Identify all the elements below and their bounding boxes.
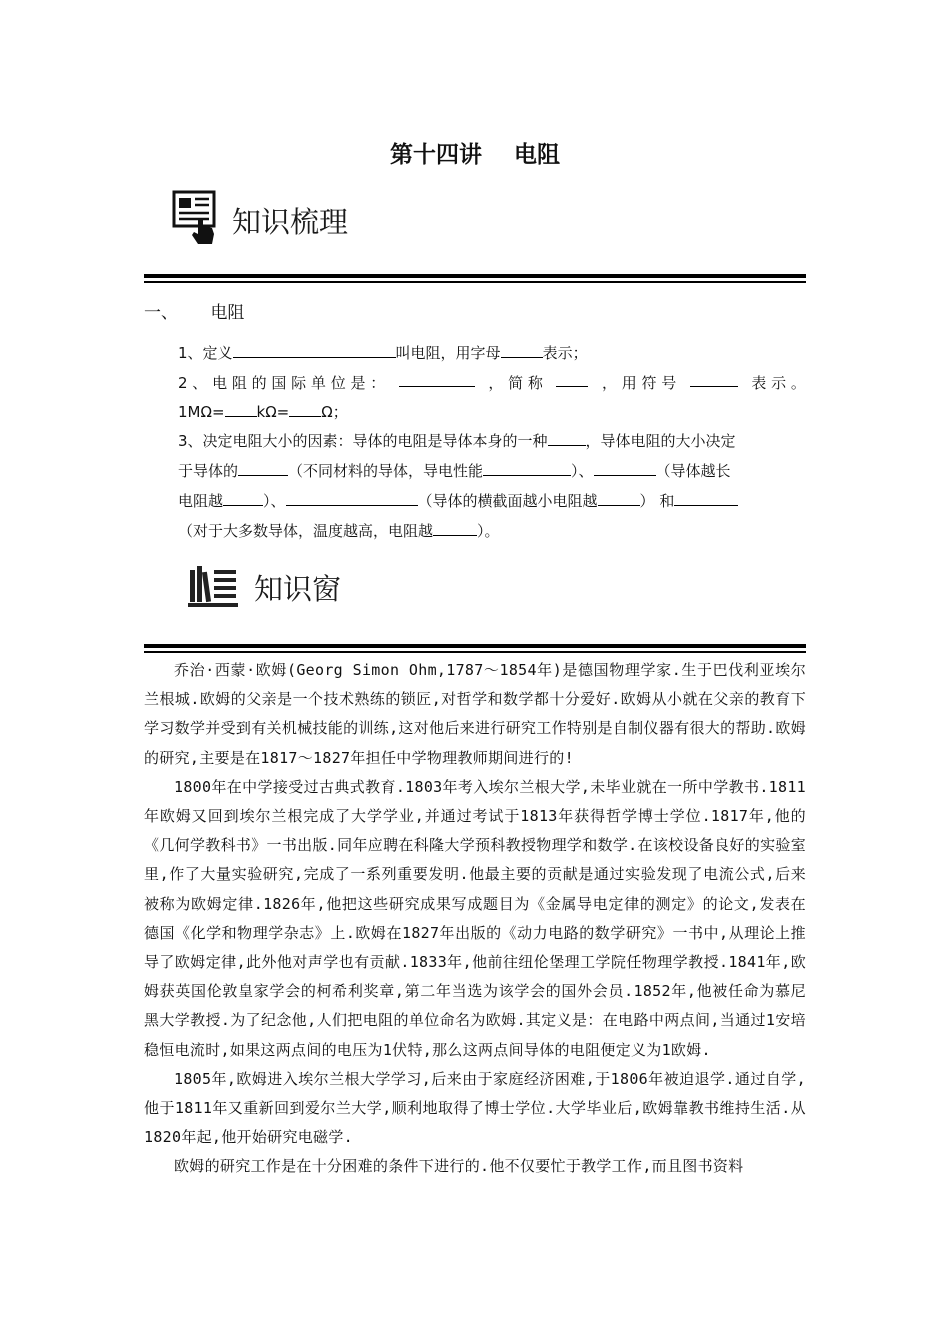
question-3-line-3 bbox=[178, 490, 738, 511]
subsection-number: 一、 bbox=[144, 303, 178, 323]
blank-smaller[interactable] bbox=[598, 491, 640, 506]
question-1 bbox=[178, 342, 588, 363]
blank-abbr[interactable] bbox=[556, 372, 588, 387]
section-header-window bbox=[188, 562, 341, 612]
q2-text-g: Ω； bbox=[321, 403, 348, 421]
blank-temperature[interactable] bbox=[674, 491, 738, 506]
q3-text-j: ） 和 bbox=[639, 492, 675, 510]
question-2-line-1 bbox=[178, 372, 806, 393]
passage-paragraph-4: 欧姆的研究工作是在十分困难的条件下进行的.他不仅要忙于教学工作,而且图书资料 bbox=[174, 1157, 744, 1176]
q2-text-e: 1MΩ= bbox=[178, 403, 225, 421]
section-title-knowledge: 知识梳理 bbox=[232, 204, 349, 239]
blank-kohm[interactable] bbox=[225, 402, 257, 417]
q3-text-i: （导体的横截面越小电阻越 bbox=[417, 492, 598, 510]
blank-ohm[interactable] bbox=[289, 402, 321, 417]
page-title: 第十四讲 电阻 bbox=[389, 142, 561, 168]
divider-thick-2 bbox=[144, 644, 806, 648]
q3-text-b: ，导体电阻的大小决定 bbox=[585, 432, 736, 450]
blank-conductivity[interactable] bbox=[483, 461, 571, 476]
section-header-knowledge bbox=[172, 190, 348, 250]
q2-text-f: kΩ= bbox=[256, 403, 290, 421]
biography-passage bbox=[144, 656, 806, 1182]
blank-letter[interactable] bbox=[501, 343, 543, 358]
question-3-line-4 bbox=[178, 520, 500, 541]
q3-text-e: ）、 bbox=[571, 462, 594, 480]
question-2-line-2 bbox=[178, 401, 348, 422]
passage-paragraph-1: 乔治·西蒙·欧姆(Georg Simon Ohm,1787～1854年)是德国物理学家.生于巴伐利亚埃尔兰根城.欧姆的父亲是一个技术熟练的锁匠,对哲学和数学都十分爱好.欧姆从小就在父亲的教育下学习数学并受到有关机械技能的训练,这对他后来进行研究工作特别是自制仪器有很大的帮助.欧姆的研究,主要是在1817～1827年担任中学物理教师期间进行的! bbox=[144, 661, 806, 767]
blank-symbol[interactable] bbox=[690, 372, 738, 387]
blank-material[interactable] bbox=[238, 461, 288, 476]
q1-text-c: 表示； bbox=[542, 344, 588, 362]
q1-text-a: 1、定义 bbox=[178, 344, 233, 362]
blank-definition[interactable] bbox=[233, 343, 396, 358]
books-icon bbox=[188, 562, 240, 612]
passage-paragraph-2: 1800年在中学接受过古典式教育.1803年考入埃尔兰根大学,未毕业就在一所中学教书.1811年欧姆又回到埃尔兰根完成了大学学业,并通过考试于1813年获得哲学博士学位.1817年,他的《几何学教科书》一书出版.同年应聘在科隆大学预科教授物理学和数学.在该校设备良好的实验室里,作了大量实验研究,完成了一系列重要发明.他最主要的贡献是通过实验发现了电流公式,后来被称为欧姆定律.1826年,他把这些研究成果写成题目为《金属导电定律的测定》的论文,发表在德国《化学和物理学杂志》上.欧姆在1827年出版的《动力电路的数学研究》一书中,从理论上推导了欧姆定律,此外他对声学也有贡献.1833年,他前往纽伦堡理工学院任物理学教授.1841年,欧姆获英国伦敦皇家学会的柯希利奖章,第二年当选为该学会的国外会员.1852年,他被任命为慕尼黑大学教授.为了纪念他,人们把电阻的单位命名为欧姆.其定义是：在电路中两点间,当通过1安培稳恒电流时,如果这两点间的电压为1伏特,那么这两点间导体的电阻便定义为1欧姆. bbox=[144, 777, 806, 1059]
divider-thick bbox=[144, 274, 806, 278]
q2-text-c: ， 用 符 号 bbox=[601, 374, 677, 392]
blank-longer[interactable] bbox=[223, 491, 263, 506]
q3-text-l: ）。 bbox=[477, 522, 500, 540]
q3-text-f: （导体越长 bbox=[655, 462, 731, 480]
question-3-line-2 bbox=[178, 460, 731, 481]
q3-text-d: （不同材料的导体，导电性能 bbox=[288, 462, 484, 480]
q2-text-d: 表 示 。 bbox=[751, 374, 806, 392]
q3-text-a: 3、决定电阻大小的因素：导体的电阻是导体本身的一种 bbox=[178, 432, 548, 450]
passage-paragraph-3: 1805年,欧姆进入埃尔兰根大学学习,后来由于家庭经济困难,于1806年被迫退学.通过自学,他于1811年又重新回到爱尔兰大学,顺利地取得了博士学位.大学毕业后,欧姆靠教书维持生活.从1820年起,他开始研究电磁学. bbox=[144, 1069, 806, 1147]
q3-text-c: 于导体的 bbox=[178, 462, 239, 480]
q2-text-b: ， 简 称 bbox=[488, 374, 543, 392]
subsection-heading bbox=[144, 298, 244, 323]
divider-thin-2 bbox=[144, 651, 806, 653]
question-3-line-1 bbox=[178, 430, 736, 451]
q3-text-h: ）、 bbox=[263, 492, 286, 510]
q1-text-b: 叫电阻，用字母 bbox=[395, 344, 501, 362]
blank-length[interactable] bbox=[594, 461, 656, 476]
blank-unit[interactable] bbox=[399, 372, 475, 387]
blank-area[interactable] bbox=[286, 491, 418, 506]
blank-higher[interactable] bbox=[433, 521, 477, 536]
blank-property[interactable] bbox=[548, 431, 586, 446]
q3-text-k: （对于大多数导体，温度越高，电阻越 bbox=[178, 522, 434, 540]
newspaper-hand-icon bbox=[172, 190, 218, 250]
section-title-window: 知识窗 bbox=[254, 571, 342, 606]
divider-thin bbox=[144, 281, 806, 283]
q3-text-g: 电阻越 bbox=[178, 492, 224, 510]
subsection-label: 电阻 bbox=[210, 303, 245, 323]
q2-text-a: 2 、 电 阻 的 国 际 单 位 是 ： bbox=[178, 374, 386, 392]
